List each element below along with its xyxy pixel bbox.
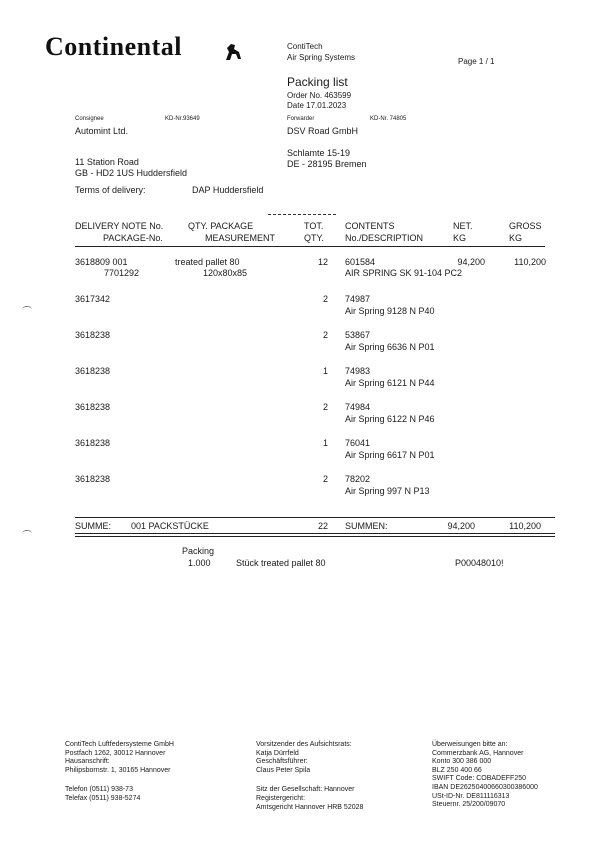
packing-label: Packing <box>182 546 215 556</box>
footer-line: USt-ID-Nr. DE811116313 <box>432 792 510 800</box>
row-3-contents-no: 53867 <box>345 330 371 340</box>
col-delivery-note: DELIVERY NOTE No. <box>75 221 164 231</box>
packing-qty: 1.000 <box>188 558 211 568</box>
consignee-name: Automint Ltd. <box>75 126 129 136</box>
row-4-delivery-note: 3618238 <box>75 366 111 376</box>
consignee-kd-number: KD-Nr.93649 <box>165 116 200 122</box>
col-net: NET. <box>453 221 473 231</box>
row-1-delivery-note: 3618809 001 <box>75 257 128 267</box>
forwarder-kd-number: KD-Nr. 74805 <box>370 116 407 122</box>
col-package-no: PACKAGE-No. <box>103 233 163 243</box>
row-5-qty: 2 <box>322 402 328 412</box>
footer-line: BLZ 250 400 66 <box>432 766 482 774</box>
terms-label: Terms of delivery: <box>75 185 146 195</box>
forwarder-city: DE - 28195 Bremen <box>287 159 367 169</box>
row-1-measurement: 120x80x85 <box>203 268 248 278</box>
summary-gross: 110,200 <box>509 521 541 531</box>
row-1-qty: 12 <box>317 257 328 267</box>
summary-rule <box>75 517 555 518</box>
row-1-qty-package: treated pallet 80 <box>175 257 240 267</box>
consignee-city: GB - HD2 1US Huddersfield <box>75 168 188 178</box>
packing-code: P00048010! <box>455 558 504 568</box>
row-3-delivery-note: 3618238 <box>75 330 111 340</box>
consignee-street: 11 Station Road <box>75 157 139 167</box>
row-1-net: 94,200 <box>457 257 485 267</box>
company-logo: Continental <box>45 32 182 61</box>
footer-line <box>65 775 174 786</box>
row-7-qty: 2 <box>322 474 328 484</box>
footer-line: IBAN DE26250400660300386000 <box>432 783 538 791</box>
row-5-description: Air Spring 6122 N P46 <box>345 414 435 424</box>
row-1-description: AIR SPRING SK 91-104 PC2 <box>345 268 463 278</box>
forwarder-label: Forwarder <box>287 116 315 122</box>
footer-line: Sitz der Gesellschaft: Hannover <box>256 786 355 794</box>
summary-label: SUMME: <box>75 521 111 531</box>
company-name: ContiTech <box>287 42 323 51</box>
row-7-description: Air Spring 997 N P13 <box>345 486 430 496</box>
row-1-gross: 110,200 <box>514 257 546 267</box>
footer-line: Commerzbank AG, Hannover <box>432 749 524 757</box>
footer-line: SWIFT Code: COBADEFF250 <box>432 775 527 783</box>
col-net-unit: KG <box>453 233 467 243</box>
row-3-qty: 2 <box>322 330 328 340</box>
footer-line: Vorsitzender des Aufsichtsrats: <box>256 741 352 748</box>
row-4-contents-no: 74983 <box>345 366 371 376</box>
col-gross-unit: KG <box>509 233 523 243</box>
footer-line: Philipsbornstr. 1, 30165 Hannover <box>65 766 171 774</box>
footer-line: Konto 300 386 000 <box>432 758 492 766</box>
fold-mark <box>22 530 32 537</box>
col-measurement: MEASUREMENT <box>205 233 276 243</box>
row-1-package-no: 7701292 <box>104 268 140 278</box>
footer-line: Postfach 1262, 30012 Hannover <box>65 749 166 757</box>
row-3-description: Air Spring 6636 N P01 <box>345 342 435 352</box>
footer-line: Amtsgericht Hannover HRB 52028 <box>256 803 364 811</box>
header-rule <box>75 246 545 247</box>
footer-line: Katja Dürrfeld <box>256 749 299 757</box>
col-contents: CONTENTS <box>345 221 395 231</box>
summary-net: 94,200 <box>447 521 475 531</box>
footer-line <box>256 775 363 786</box>
footer-company-block <box>65 741 174 804</box>
footer-bank-block <box>432 741 538 810</box>
footer-line: Überweisungen bitte an: <box>432 741 508 748</box>
col-gross: GROSS <box>509 221 542 231</box>
col-qty: QTY. <box>304 233 324 243</box>
footer-line: Steuernr. 25/200/09070 <box>432 801 506 809</box>
row-1-contents-no: 601584 <box>345 257 376 267</box>
order-number: Order No. 463599 <box>287 91 352 100</box>
header-separator <box>268 214 336 215</box>
forwarder-street: Schlamte 15-19 <box>287 148 351 158</box>
col-no-description: No./DESCRIPTION <box>345 233 424 243</box>
page-number: Page 1 / 1 <box>458 57 495 66</box>
packing-description: Stück treated pallet 80 <box>236 558 326 568</box>
row-5-delivery-note: 3618238 <box>75 402 111 412</box>
footer-line: ContiTech Luftfedersysteme GmbH <box>65 741 174 748</box>
forwarder-name: DSV Road GmbH <box>287 126 359 136</box>
row-2-description: Air Spring 9128 N P40 <box>345 306 435 316</box>
row-6-delivery-note: 3618238 <box>75 438 111 448</box>
summary-total-qty: 22 <box>317 521 328 531</box>
summary-sums-label: SUMMEN: <box>345 521 388 531</box>
footer-line: Hausanschrift: <box>65 758 110 766</box>
summary-packages: 001 PACKSTÜCKE <box>131 521 209 531</box>
row-2-contents-no: 74987 <box>345 294 371 304</box>
horse-logo-icon <box>222 40 244 62</box>
document-date: Date 17.01.2023 <box>287 101 347 110</box>
col-qty-package: QTY. PACKAGE <box>188 221 254 231</box>
footer-line: Telefon (0511) 938-73 <box>65 786 133 794</box>
row-6-qty: 1 <box>322 438 328 448</box>
row-6-description: Air Spring 6617 N P01 <box>345 450 435 460</box>
footer-line: Registergericht: <box>256 794 306 802</box>
row-5-contents-no: 74984 <box>345 402 371 412</box>
terms-value: DAP Huddersfield <box>192 185 264 195</box>
row-6-contents-no: 76041 <box>345 438 371 448</box>
consignee-label: Consignee <box>75 116 104 122</box>
footer-management-block <box>256 741 363 812</box>
footer-line: Geschäftsführer: <box>256 758 308 766</box>
footer-line: Telefax (0511) 938-5274 <box>65 794 141 802</box>
col-tot: TOT. <box>304 221 324 231</box>
punch-mark <box>22 306 32 313</box>
footer-line: Claus Peter Spila <box>256 766 311 774</box>
row-4-qty: 1 <box>322 366 328 376</box>
row-7-contents-no: 78202 <box>345 474 371 484</box>
row-2-qty: 2 <box>322 294 328 304</box>
row-2-delivery-note: 3617342 <box>75 294 111 304</box>
summary-rule-bottom <box>75 533 555 534</box>
document-title: Packing list <box>287 75 348 89</box>
division-name: Air Spring Systems <box>287 53 356 62</box>
row-4-description: Air Spring 6121 N P44 <box>345 378 435 388</box>
row-7-delivery-note: 3618238 <box>75 474 111 484</box>
summary-rule-double <box>75 536 555 537</box>
